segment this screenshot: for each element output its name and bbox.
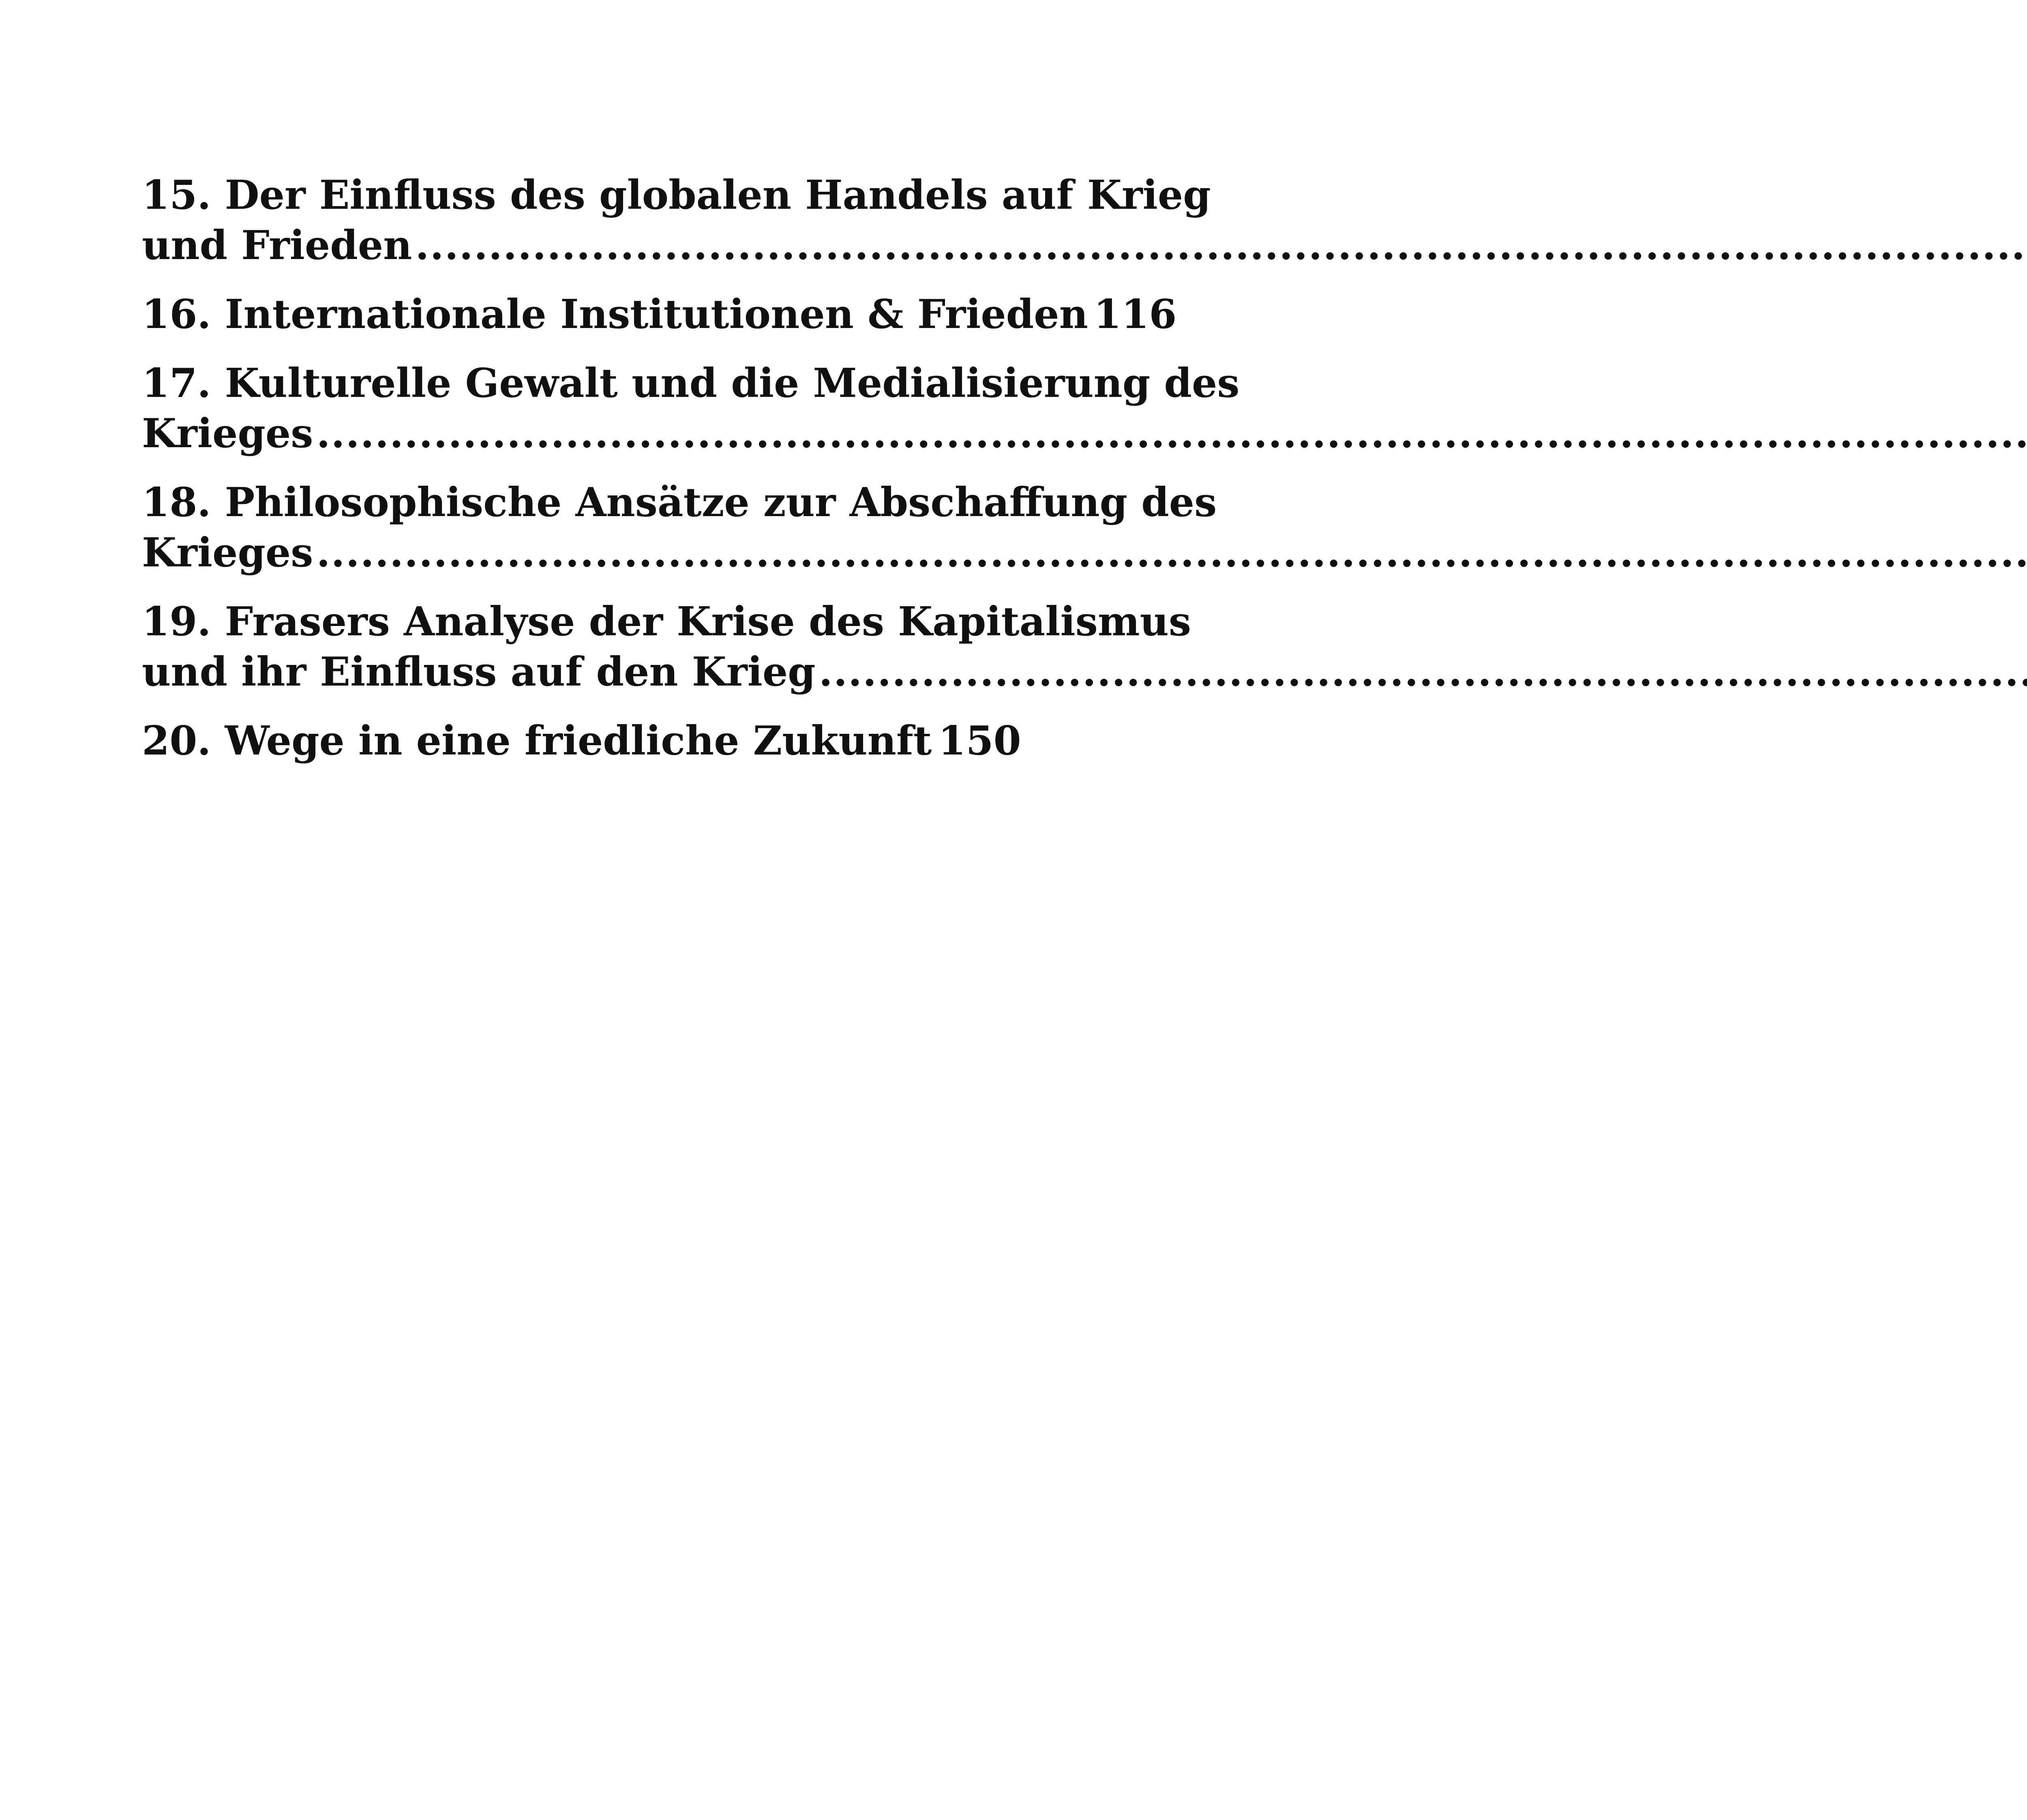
toc-entry-last-line — [142, 409, 981, 459]
toc-entry-title-line: 18. Philosophische Ansätze zur Abschaffung des — [142, 479, 1217, 526]
toc-entry-last-line — [142, 528, 981, 578]
dot-leader — [316, 528, 2027, 578]
toc-entry-last-line — [142, 647, 981, 697]
dot-leader — [316, 409, 2027, 459]
toc-entry-title-end: und Frieden — [142, 222, 412, 269]
dot-leader — [415, 221, 2027, 271]
toc-entry-last-line — [142, 221, 981, 271]
toc-entry-17[interactable] — [142, 358, 1240, 459]
dot-leader — [819, 647, 2027, 697]
toc-entry-title-end: 16. Internationale Institutionen & Frieden — [142, 291, 1088, 338]
toc-page-number: 150 — [938, 718, 1021, 764]
toc-entry-title-line: 17. Kulturelle Gewalt und die Medialisierung des — [142, 360, 1240, 407]
toc-entry-title-line: 19. Frasers Analyse der Krise des Kapitalismus — [142, 598, 1191, 645]
toc-entry-16[interactable] — [142, 289, 1177, 340]
toc-entry-19[interactable] — [142, 597, 1191, 697]
toc-entry-title-end: 20. Wege in eine friedliche Zukunft — [142, 718, 932, 764]
toc-entry-last-line — [142, 289, 1177, 340]
toc-entry-last-line — [142, 716, 1021, 766]
toc-entry-title-end: Krieges — [142, 410, 313, 457]
toc-entry-title-end: Krieges — [142, 529, 313, 576]
toc-entry-title-line: 15. Der Einfluss des globalen Handels auf Krieg — [142, 172, 1211, 219]
toc-entry-title-end: und ihr Einfluss auf den Krieg — [142, 649, 816, 695]
toc-entry-15[interactable] — [142, 170, 1211, 271]
table-of-contents — [142, 170, 1240, 785]
toc-entry-18[interactable] — [142, 478, 1217, 578]
toc-entry-20[interactable] — [142, 716, 1021, 766]
toc-page-number: 116 — [1093, 291, 1177, 338]
